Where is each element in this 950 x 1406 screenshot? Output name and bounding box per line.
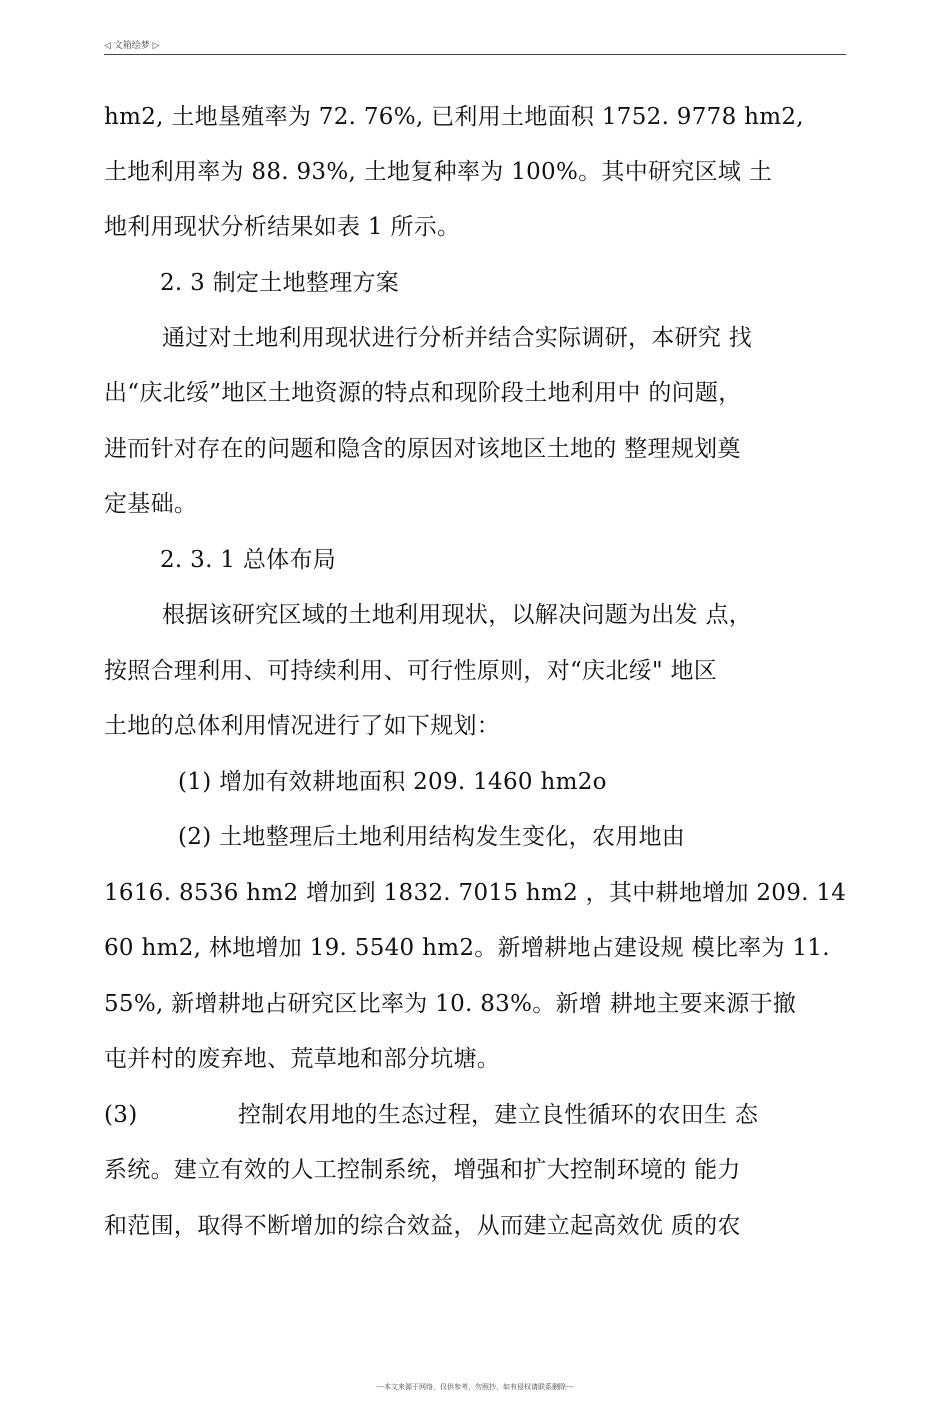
body-line: 定基础。 <box>104 491 198 517</box>
subsection-heading: 2. 3. 1 总体布局 <box>160 547 337 573</box>
list-item: (1) 增加有效耕地面积 209. 1460 hm2o <box>178 769 607 795</box>
body-line: 按照合理利用、可持续利用、可行性原则，对“庆北绥" 地区 <box>104 658 718 684</box>
header-rule <box>104 54 846 55</box>
body-line: 60 hm2, 林地增加 19. 5540 hm2。新增耕地占建设规 模比率为 11. <box>104 935 830 961</box>
list-item: (2) 土地整理后土地利用结构发生变化，农用地由 <box>178 824 686 850</box>
page-footer: ---本文来源于网络，仅供参考，勿照抄，如有侵权请联系删除--- <box>376 1383 574 1391</box>
body-line: 屯并村的废弃地、荒草地和部分坑塘。 <box>104 1046 501 1072</box>
body-line: 地利用现状分析结果如表 1 所示。 <box>104 214 461 240</box>
body-line: 通过对土地利用现状进行分析并结合实际调研，本研究 找 <box>162 325 753 351</box>
section-heading: 2. 3 制定土地整理方案 <box>160 270 400 296</box>
body-line: 和范围，取得不断增加的综合效益，从而建立起高效优 质的农 <box>104 1213 741 1239</box>
list-number: (3) <box>104 1102 138 1128</box>
body-line: hm2, 土地垦殖率为 72. 76%, 已利用土地面积 1752. 9778 hm2, <box>104 104 804 130</box>
body-line: 进而针对存在的问题和隐含的原因对该地区土地的 整理规划奠 <box>104 436 741 462</box>
body-line: 土地的总体利用情况进行了如下规划： <box>104 713 501 739</box>
body-line: 土地利用率为 88. 93%, 土地复种率为 100%。其中研究区域 土 <box>104 159 773 185</box>
body-line: 根据该研究区域的土地利用现状，以解决问题为出发 点， <box>162 602 753 628</box>
page-header: ◁ 文箱绘梦 ▷ <box>104 41 160 51</box>
body-line: 出“庆北绥”地区土地资源的特点和现阶段土地利用中 的问题， <box>104 380 742 406</box>
body-line: 1616. 8536 hm2 增加到 1832. 7015 hm2 ，其中耕地增加 209. 14 <box>104 880 847 906</box>
body-line: 55%, 新增耕地占研究区比率为 10. 83%。新增 耕地主要来源于撤 <box>104 991 797 1017</box>
body-line: 系统。建立有效的人工控制系统，增强和扩大控制环境的 能力 <box>104 1157 741 1183</box>
body-line: 控制农用地的生态过程，建立良性循环的农田生 态 <box>238 1102 759 1128</box>
